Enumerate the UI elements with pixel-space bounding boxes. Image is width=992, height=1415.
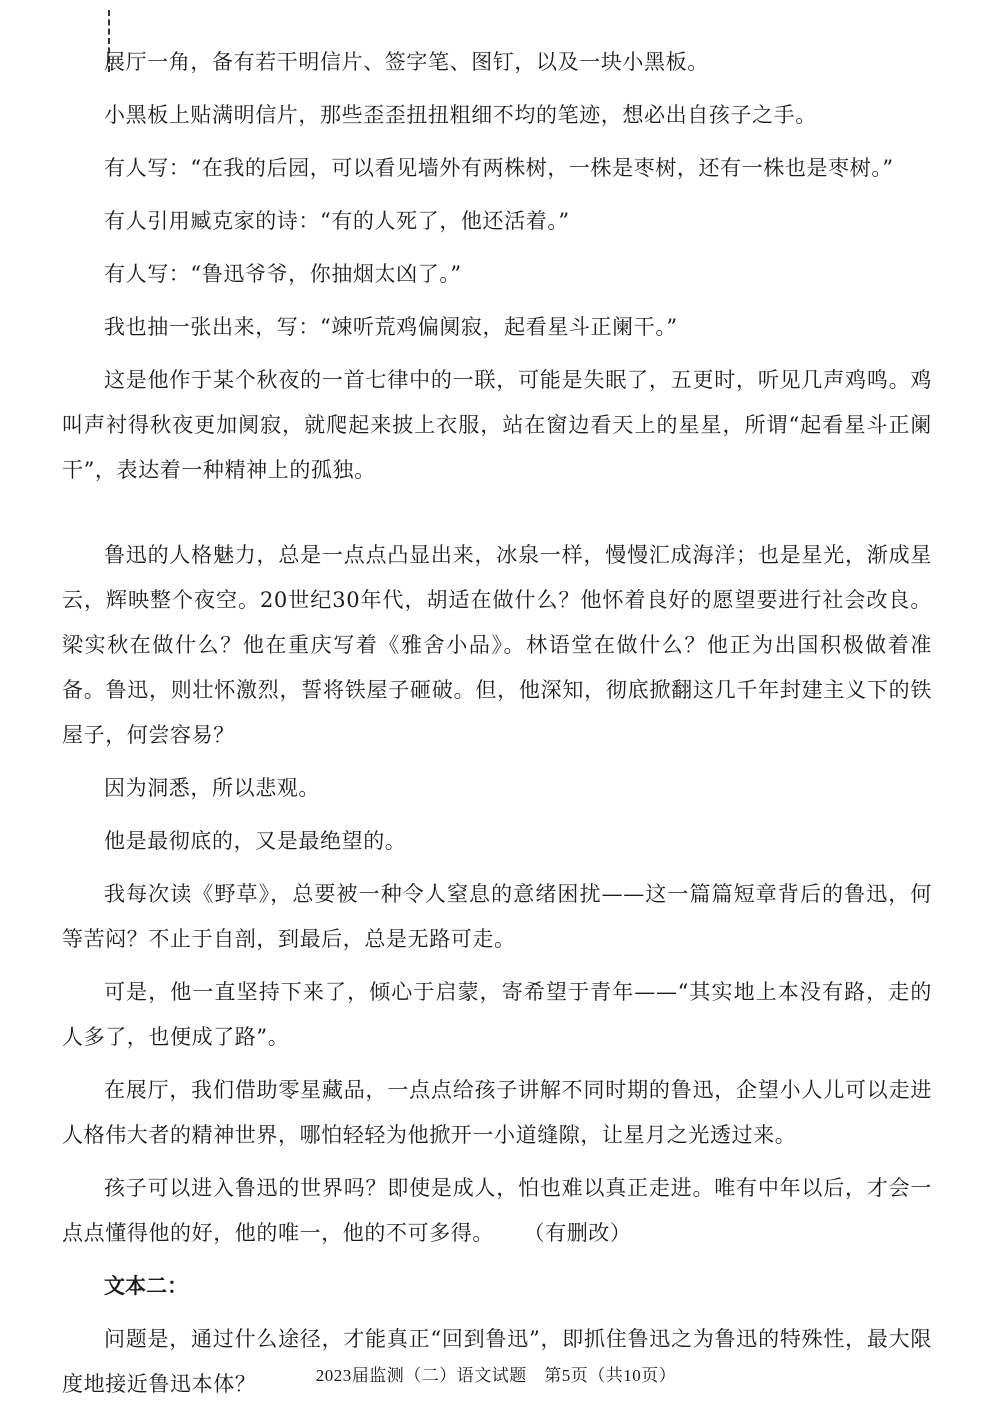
paragraph-14-text: 孩子可以进入鲁迅的世界吗？即使是成人，怕也难以真正走进。唯有中年以后，才会一点点懂得他的好，他的唯一，他的不可多得。	[62, 1176, 932, 1245]
section-heading-text-two: 文本二：	[104, 1274, 188, 1298]
paragraph-14	[62, 1166, 932, 1256]
paragraph-1: 展厅一角，备有若干明信片、签字笔、图钉，以及一块小黑板。	[104, 50, 709, 74]
page-footer: 2023届监测（二）语文试题 第5页（共10页）	[315, 1366, 677, 1385]
paragraph-11: 我每次读《野草》，总要被一种令人窒息的意绪困扰——这一篇篇短章背后的鲁迅，何等苦闷？不止于自剖，到最后，总是无路可走。	[62, 882, 932, 951]
section-two-paragraph: 问题是，通过什么途径，才能真正“回到鲁迅”，即抓住鲁迅之为鲁迅的特殊性，最大限度地接近鲁迅本体？	[62, 1327, 932, 1396]
text-body	[62, 40, 932, 1415]
paragraph-13: 在展厅，我们借助零星藏品，一点点给孩子讲解不同时期的鲁迅，企望小人儿可以走进人格伟大者的精神世界，哪怕轻轻为他掀开一小道缝隙，让星月之光透过来。	[62, 1078, 932, 1147]
paragraph-9: 因为洞悉，所以悲观。	[104, 776, 320, 800]
paragraph-3: 有人写：“在我的后园，可以看见墙外有两株树，一株是枣树，还有一株也是枣树。”	[104, 156, 894, 180]
paragraph-7: 这是他作于某个秋夜的一首七律中的一联，可能是失眠了，五更时，听见几声鸡鸣。鸡叫声衬得秋夜更加阒寂，就爬起来披上衣服，站在窗边看天上的星星，所谓“起看星斗正阑干”，表达着一种精神上的孤独。	[62, 368, 932, 482]
paragraph-4: 有人引用臧克家的诗：“有的人死了，他还活着。”	[104, 209, 570, 233]
paragraph-6: 我也抽一张出来，写：“竦听荒鸡偏阒寂，起看星斗正阑干。”	[104, 315, 678, 339]
paragraph-2: 小黑板上贴满明信片，那些歪歪扭扭粗细不均的笔迹，想必出自孩子之手。	[104, 103, 817, 127]
paragraph-8: 鲁迅的人格魅力，总是一点点凸显出来，冰泉一样，慢慢汇成海洋；也是星光，渐成星云，辉映整个夜空。20世纪30年代，胡适在做什么？他怀着良好的愿望要进行社会改良。梁实秋在做什么？他在重庆写着《雅舍小品》。林语堂在做什么？他正为出国积极做着准备。鲁迅，则壮怀激烈，誓将铁屋子砸破。但，他深知，彻底掀翻这几千年封建主义下的铁屋子，何尝容易？	[62, 543, 932, 747]
paragraph-10: 他是最彻底的，又是最绝望的。	[104, 829, 407, 853]
source-note: （有删改）	[534, 1221, 632, 1245]
paragraph-12: 可是，他一直坚持下来了，倾心于启蒙，寄希望于青年——“其实地上本没有路，走的人多了，也便成了路”。	[62, 980, 932, 1049]
paragraph-5: 有人写：“鲁迅爷爷，你抽烟太凶了。”	[104, 262, 462, 286]
